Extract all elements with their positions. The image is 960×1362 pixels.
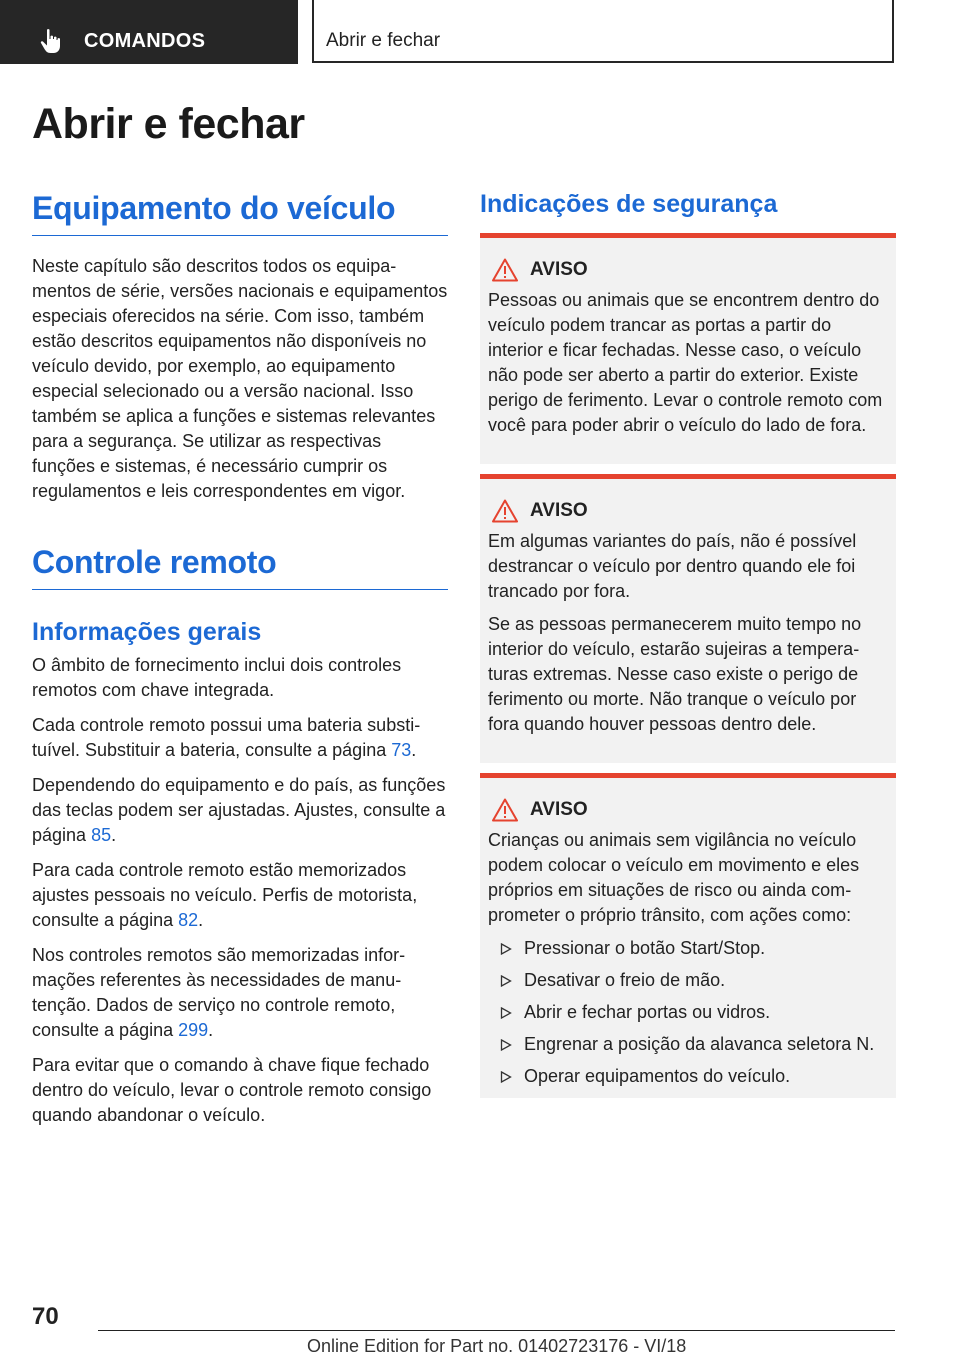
warning-text: Crianças ou animais sem vigilância no veículo podem colocar o veículo em movimento e eles próprios em situações de risco ou ainda comprometer o próprio trânsito, com ações como: xyxy=(488,830,860,925)
list-item xyxy=(488,936,888,961)
list-item xyxy=(488,1032,888,1057)
remote-paragraph-5-text: Nos controles remotos são memorizadas informações referentes às necessidades de manutenção. Dados de serviço no controle remoto, consulte a página xyxy=(32,945,406,1040)
warning-text: Se as pessoas permanecerem muito tempo no interior do veículo, estarão sujeiras a temperaturas extremas. Nesse caso existe o perigo de ferimento ou morte. Não tranque o veículo por fora quando houver pessoas dentro dele. xyxy=(488,614,862,734)
warning-label: AVISO xyxy=(530,799,588,820)
bullet-triangle-icon xyxy=(500,1071,512,1083)
list-item xyxy=(488,1064,888,1089)
warning-label: AVISO xyxy=(530,259,588,280)
warning-label: AVISO xyxy=(530,500,588,521)
warning-triangle-icon xyxy=(492,499,518,523)
page-ref-link-85[interactable]: 85 xyxy=(91,825,112,845)
page-ref-link-73[interactable]: 73 xyxy=(391,740,412,760)
right-column xyxy=(480,190,896,1108)
period: . xyxy=(411,740,417,760)
warning-triangle-icon xyxy=(492,798,518,822)
remote-paragraph-6: Para evitar que o comando à chave fique fechado dentro do veículo, levar o controle remoto consigo quando abandonar o veículo. xyxy=(32,1055,432,1125)
chapter-title: Abrir e fechar xyxy=(326,30,441,51)
period: . xyxy=(208,1020,214,1040)
safety-heading: Indicações de segurança xyxy=(480,190,778,218)
remote-paragraph-3-text: Dependendo do equipamento e do país, as funções das teclas podem ser ajustadas. Ajustes, consulte a página xyxy=(32,775,446,845)
remote-paragraph-3 xyxy=(32,773,448,848)
edition-footer: Online Edition for Part no. 01402723176 - VI/18 xyxy=(307,1336,687,1356)
remote-paragraph-4 xyxy=(32,858,448,933)
warning-box xyxy=(480,773,896,1098)
page-ref-link-299[interactable]: 299 xyxy=(178,1020,209,1040)
footer-divider xyxy=(98,1330,895,1331)
bullet-triangle-icon xyxy=(500,1007,512,1019)
warning-text: Em algumas variantes do país, não é possível destrancar o veículo por dentro quando ele foi trancado por fora. xyxy=(488,531,857,601)
warning-box xyxy=(480,474,896,763)
list-item xyxy=(488,968,888,993)
warning-box xyxy=(480,233,896,464)
page-title: Abrir e fechar xyxy=(32,100,305,148)
remote-paragraph-1: O âmbito de fornecimento inclui dois controles remotos com chave integrada. xyxy=(32,655,402,700)
list-item-text: Engrenar a posição da alavanca seletora N. xyxy=(524,1034,875,1054)
remote-paragraph-2-text: Cada controle remoto possui uma bateria substituível. Substituir a bateria, consulte a página xyxy=(32,715,421,760)
list-item-text: Desativar o freio de mão. xyxy=(524,970,726,990)
general-info-heading: Informações gerais xyxy=(32,618,262,646)
warning-text: Pessoas ou animais que se encontrem dentro do veículo podem trancar as portas a partir do interior e ficar fechadas. Nesse caso, o veículo não pode ser aberto a partir do exterior. Existe perigo de ferimento. Levar o controle remoto com você para poder abrir o veículo do lado de fora. xyxy=(488,290,883,435)
list-item-text: Operar equipamentos do veículo. xyxy=(524,1066,791,1086)
hand-pointer-icon xyxy=(38,28,64,54)
bullet-triangle-icon xyxy=(500,943,512,955)
equipment-heading: Equipamento do veículo xyxy=(32,190,448,236)
bullet-triangle-icon xyxy=(500,1039,512,1051)
equipment-text: Neste capítulo são descritos todos os equipamentos de série, versões nacionais e equipamentos especiais oferecidos na série. Com isso, também estão descritos equipamentos não disponíveis no veículo devido, por exemplo, ao equipamento especial selecionado ou a versão nacional. Isso também se aplica a funções e sistemas relevantes para a segurança. Se utilizar as respectivas funções e sistemas, é necessário cumprir os regulamentos e leis correspondentes em vigor. xyxy=(32,256,448,501)
remote-heading: Controle remoto xyxy=(32,544,448,590)
list-item xyxy=(488,1000,888,1025)
section-name: COMANDOS xyxy=(84,30,206,52)
action-list xyxy=(488,936,888,1089)
page-ref-link-82[interactable]: 82 xyxy=(178,910,199,930)
header-chapter-box xyxy=(312,0,894,63)
remote-paragraph-2 xyxy=(32,713,448,763)
period: . xyxy=(111,825,117,845)
warning-triangle-icon xyxy=(492,258,518,282)
remote-paragraph-4-text: Para cada controle remoto estão memorizados ajustes pessoais no veículo. Perfis de motorista, consulte a página xyxy=(32,860,418,930)
page-number: 70 xyxy=(32,1303,59,1330)
remote-paragraph-5 xyxy=(32,943,448,1043)
period: . xyxy=(198,910,204,930)
bullet-triangle-icon xyxy=(500,975,512,987)
left-column xyxy=(32,190,448,1138)
header-section-tab xyxy=(0,0,298,64)
list-item-text: Pressionar o botão Start/Stop. xyxy=(524,938,766,958)
list-item-text: Abrir e fechar portas ou vidros. xyxy=(524,1002,771,1022)
